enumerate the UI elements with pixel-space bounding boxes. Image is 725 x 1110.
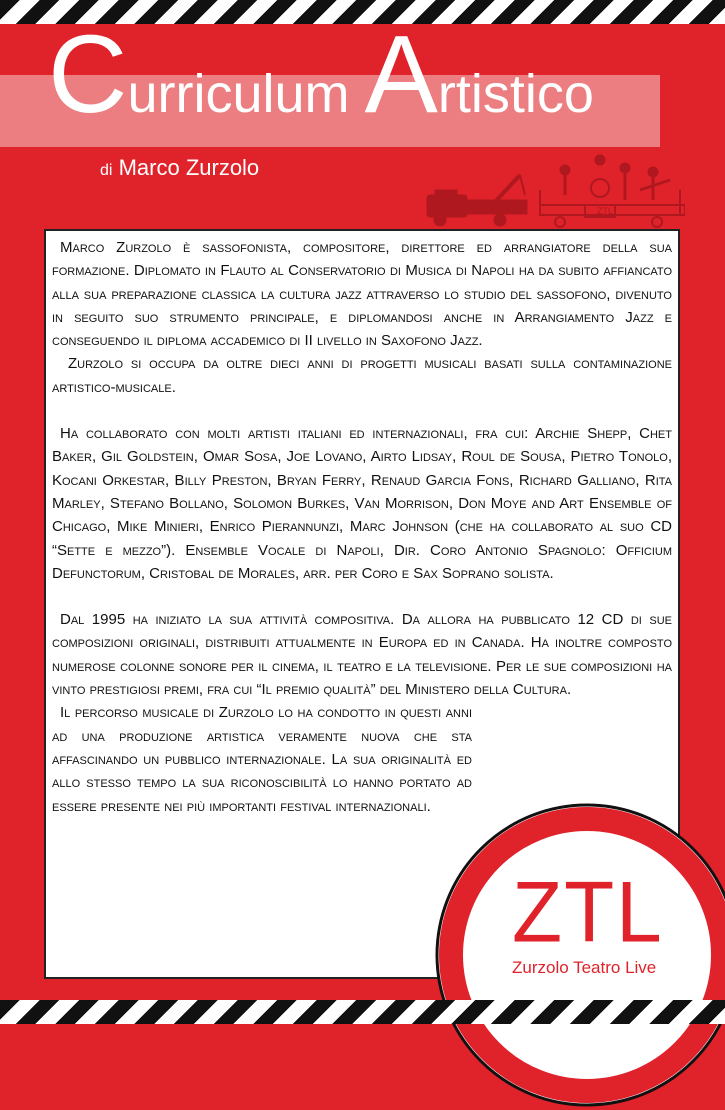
ztl-wordmark: ZTL — [512, 864, 664, 961]
truck-label: ZTL — [597, 206, 614, 216]
tow-truck-band-illustration — [425, 150, 685, 230]
ztl-logo-text — [512, 864, 664, 978]
paragraph-education: Marco Zurzolo è sassofonista, compositore, direttore ed arrangiatore della sua formazione. Diplomato in Flauto al Conservatorio di Musica di Napoli ha da subito affiancato alla sua preparazione classica la cultura jazz attraverso lo studio del sassofono, divenuto in seguito suo strumento principale, e diplomandosi anche in Arrangiamento Jazz e conseguendo il diploma accademico di II livello in Saxofono Jazz. — [52, 239, 672, 350]
page-title: Curriculum Artistico — [48, 13, 594, 136]
ztl-tagline: Zurzolo Teatro Live — [512, 958, 657, 977]
paragraph-international: Il percorso musicale di Zurzolo lo ha condotto in questi anni ad una produzione artistica veramente nuova che sta affascinando un pubblico internazionale. La sua originalità ed allo stesso tempo la sua riconoscibilità lo hanno portato ad essere presente nei più importanti festival internazionali. — [52, 704, 472, 815]
paragraph-compositions: Dal 1995 ha iniziato la sua attività compositiva. Da allora ha pubblicato 12 CD di sue composizioni originali, distribuiti attualmente in Europa ed in Canada. Ha inoltre composto numerose colonne sonore per il cinema, il teatro e la televisione. Per le sue composizioni ha vinto prestigiosi premi, fra cui “Il premio qualità” del Ministero della Cultura. — [52, 611, 672, 699]
paragraph-collaborations: Ha collaborato con molti artisti italiani ed internazionali, fra cui: Archie Shepp, Chet Baker, Gil Goldstein, Omar Sosa, Joe Lovano, Airto Lidsay, Roul de Sousa, Pietro Tonolo, Kocani Orkestar, Billy Preston, Bryan Ferry, Renaud Garcia Fons, Richard Galliano, Rita Marley, Stefano Bollano, Solomon Burkes, Van Morrison, Don Moye and Art Ensemble of Chicago, Mike Minieri, Enrico Pierannunzi, Marc Johnson (che ha collaborato al suo CD “Sette e mezzo”). Ensemble Vocale di Napoli, Dir. Coro Antonio Spagnolo: Officium Defunctorum, Cristobal de Morales, arr. per Coro e Sax Soprano solista. — [52, 425, 672, 582]
paragraph-contamination: Zurzolo si occupa da oltre dieci anni di progetti musicali basati sulla contaminazione artistico-musicale. — [52, 355, 672, 396]
bottom-hazard-stripes — [0, 1000, 725, 1024]
biography-text — [52, 236, 672, 818]
author-subtitle: di Marco Zurzolo — [100, 155, 260, 180]
